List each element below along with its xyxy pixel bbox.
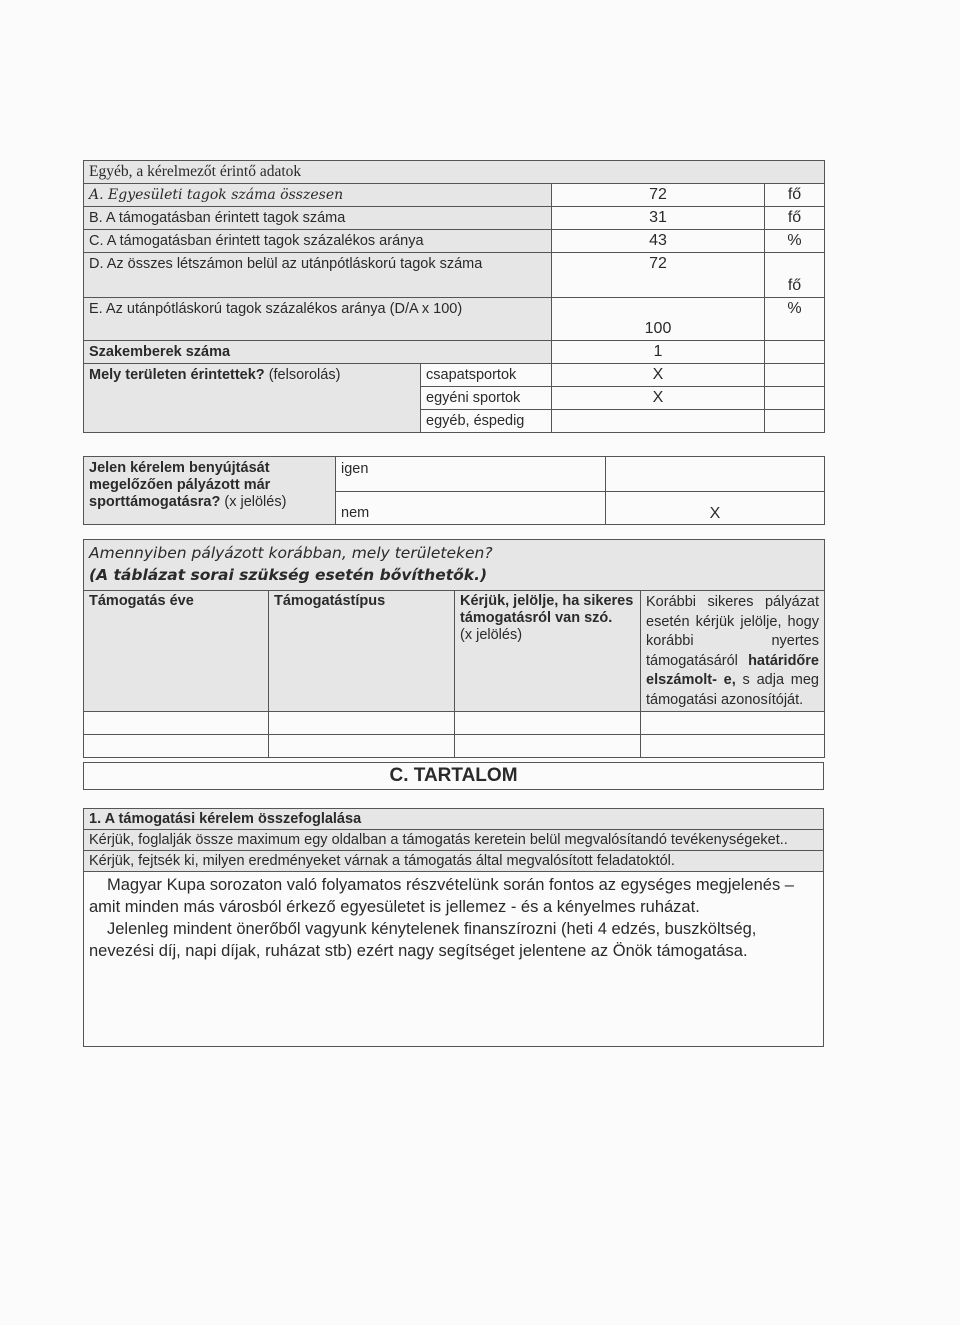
col-settlement-text-end: s adja meg támogatási azonosítóját. (646, 672, 819, 708)
table-row (84, 298, 825, 341)
area-mark (552, 410, 765, 433)
content-heading: C. TARTALOM (84, 763, 824, 790)
previous-question-bold: Jelen kérelem benyújtását megelőzően pályázott már sporttámogatásra? (89, 460, 271, 510)
row-unit: fő (765, 184, 825, 207)
summary-paragraph-1: Magyar Kupa sorozaton való folyamatos részvételünk során fontos az egységes megjelenés – amit minden más városból érkező egyesületet is jellemez - és a kényelmes ruházat. (89, 876, 794, 916)
table-row (84, 253, 825, 298)
summary-instruction-2: Kérjük, fejtsék ki, milyen eredményeket várnak a támogatás által megvalósított feladatoktól. (84, 851, 824, 872)
summary-body[interactable] (84, 872, 824, 1047)
row-value: 72 (552, 253, 765, 298)
type-cell[interactable] (269, 735, 455, 758)
settlement-cell[interactable] (641, 735, 825, 758)
area-mark: X (552, 387, 765, 410)
area-name: egyéb, éspedig (421, 410, 552, 433)
row-unit: fő (765, 253, 825, 298)
col-settlement-text: Korábbi sikeres pályázat esetén kérjük jelölje, hogy korábbi nyertes támogatásáról (646, 594, 819, 669)
area-mark: X (552, 364, 765, 387)
summary-instruction-1: Kérjük, foglalják össze maximum egy oldalban a támogatás keretein belül megvalósítandó tevékenységeket.. (84, 830, 824, 851)
experts-value: 1 (552, 341, 765, 364)
success-cell[interactable] (455, 712, 641, 735)
table-row (84, 184, 825, 207)
col-type: Támogatástípus (269, 591, 455, 712)
row-label: A. Egyesületi tagok száma összesen (84, 184, 552, 207)
col-success-note: (x jelölés) (460, 627, 523, 643)
row-value: 31 (552, 207, 765, 230)
row-label: C. A támogatásban érintett tagok százalékos aránya (84, 230, 552, 253)
row-value: 100 (552, 298, 765, 341)
earlier-intro-note: (A táblázat sorai szükség esetén bővíthetők.) (89, 566, 488, 584)
areas-label (84, 364, 421, 433)
earlier-applications-table (83, 539, 825, 758)
col-settlement (641, 591, 825, 712)
table-row (84, 341, 825, 364)
section-title: Egyéb, a kérelmezőt érintő adatok (84, 161, 825, 184)
col-settlement-bold: határidőre elszámolt- e, (646, 652, 819, 688)
success-cell[interactable] (455, 735, 641, 758)
areas-label-bold: Mely területen érintettek? (89, 367, 265, 383)
row-value: 72 (552, 184, 765, 207)
yes-mark (606, 457, 825, 492)
row-value: 43 (552, 230, 765, 253)
table-row (84, 364, 825, 387)
row-unit: fő (765, 207, 825, 230)
previous-application-table (83, 456, 825, 525)
settlement-cell[interactable] (641, 712, 825, 735)
area-name: egyéni sportok (421, 387, 552, 410)
summary-table (83, 808, 824, 1047)
table-row (84, 207, 825, 230)
table-row (84, 230, 825, 253)
type-cell[interactable] (269, 712, 455, 735)
earlier-intro (84, 540, 825, 591)
experts-label: Szakemberek száma (84, 341, 552, 364)
table-row (84, 735, 825, 758)
no-mark: X (606, 492, 825, 525)
col-success-bold: Kérjük, jelölje, ha sikeres támogatásról van szó. (460, 593, 634, 626)
col-year: Támogatás éve (84, 591, 269, 712)
row-unit: % (765, 230, 825, 253)
row-label: B. A támogatásban érintett tagok száma (84, 207, 552, 230)
earlier-intro-question: Amennyiben pályázott korábban, mely területeken? (89, 544, 493, 562)
summary-title: 1. A támogatási kérelem összefoglalása (84, 809, 824, 830)
col-success (455, 591, 641, 712)
content-heading-table (83, 762, 824, 790)
previous-question-note: (x jelölés) (220, 494, 287, 510)
areas-label-note: (felsorolás) (264, 367, 341, 383)
year-cell[interactable] (84, 735, 269, 758)
yes-label: igen (336, 457, 606, 492)
row-label: E. Az utánpótláskorú tagok százalékos aránya (D/A x 100) (84, 298, 552, 341)
year-cell[interactable] (84, 712, 269, 735)
applicant-data-table (83, 160, 825, 433)
no-label: nem (336, 492, 606, 525)
area-name: csapatsportok (421, 364, 552, 387)
table-row (84, 712, 825, 735)
previous-question (84, 457, 336, 525)
row-label: D. Az összes létszámon belül az utánpótláskorú tagok száma (84, 253, 552, 298)
row-unit: % (765, 298, 825, 341)
summary-paragraph-2: Jelenleg mindent önerőből vagyunk kénytelenek finanszírozni (heti 4 edzés, buszköltség, nevezési díj, napi díjak, ruházat stb) ezért nagy segítséget jelentene az Önök támogatása. (89, 920, 757, 960)
